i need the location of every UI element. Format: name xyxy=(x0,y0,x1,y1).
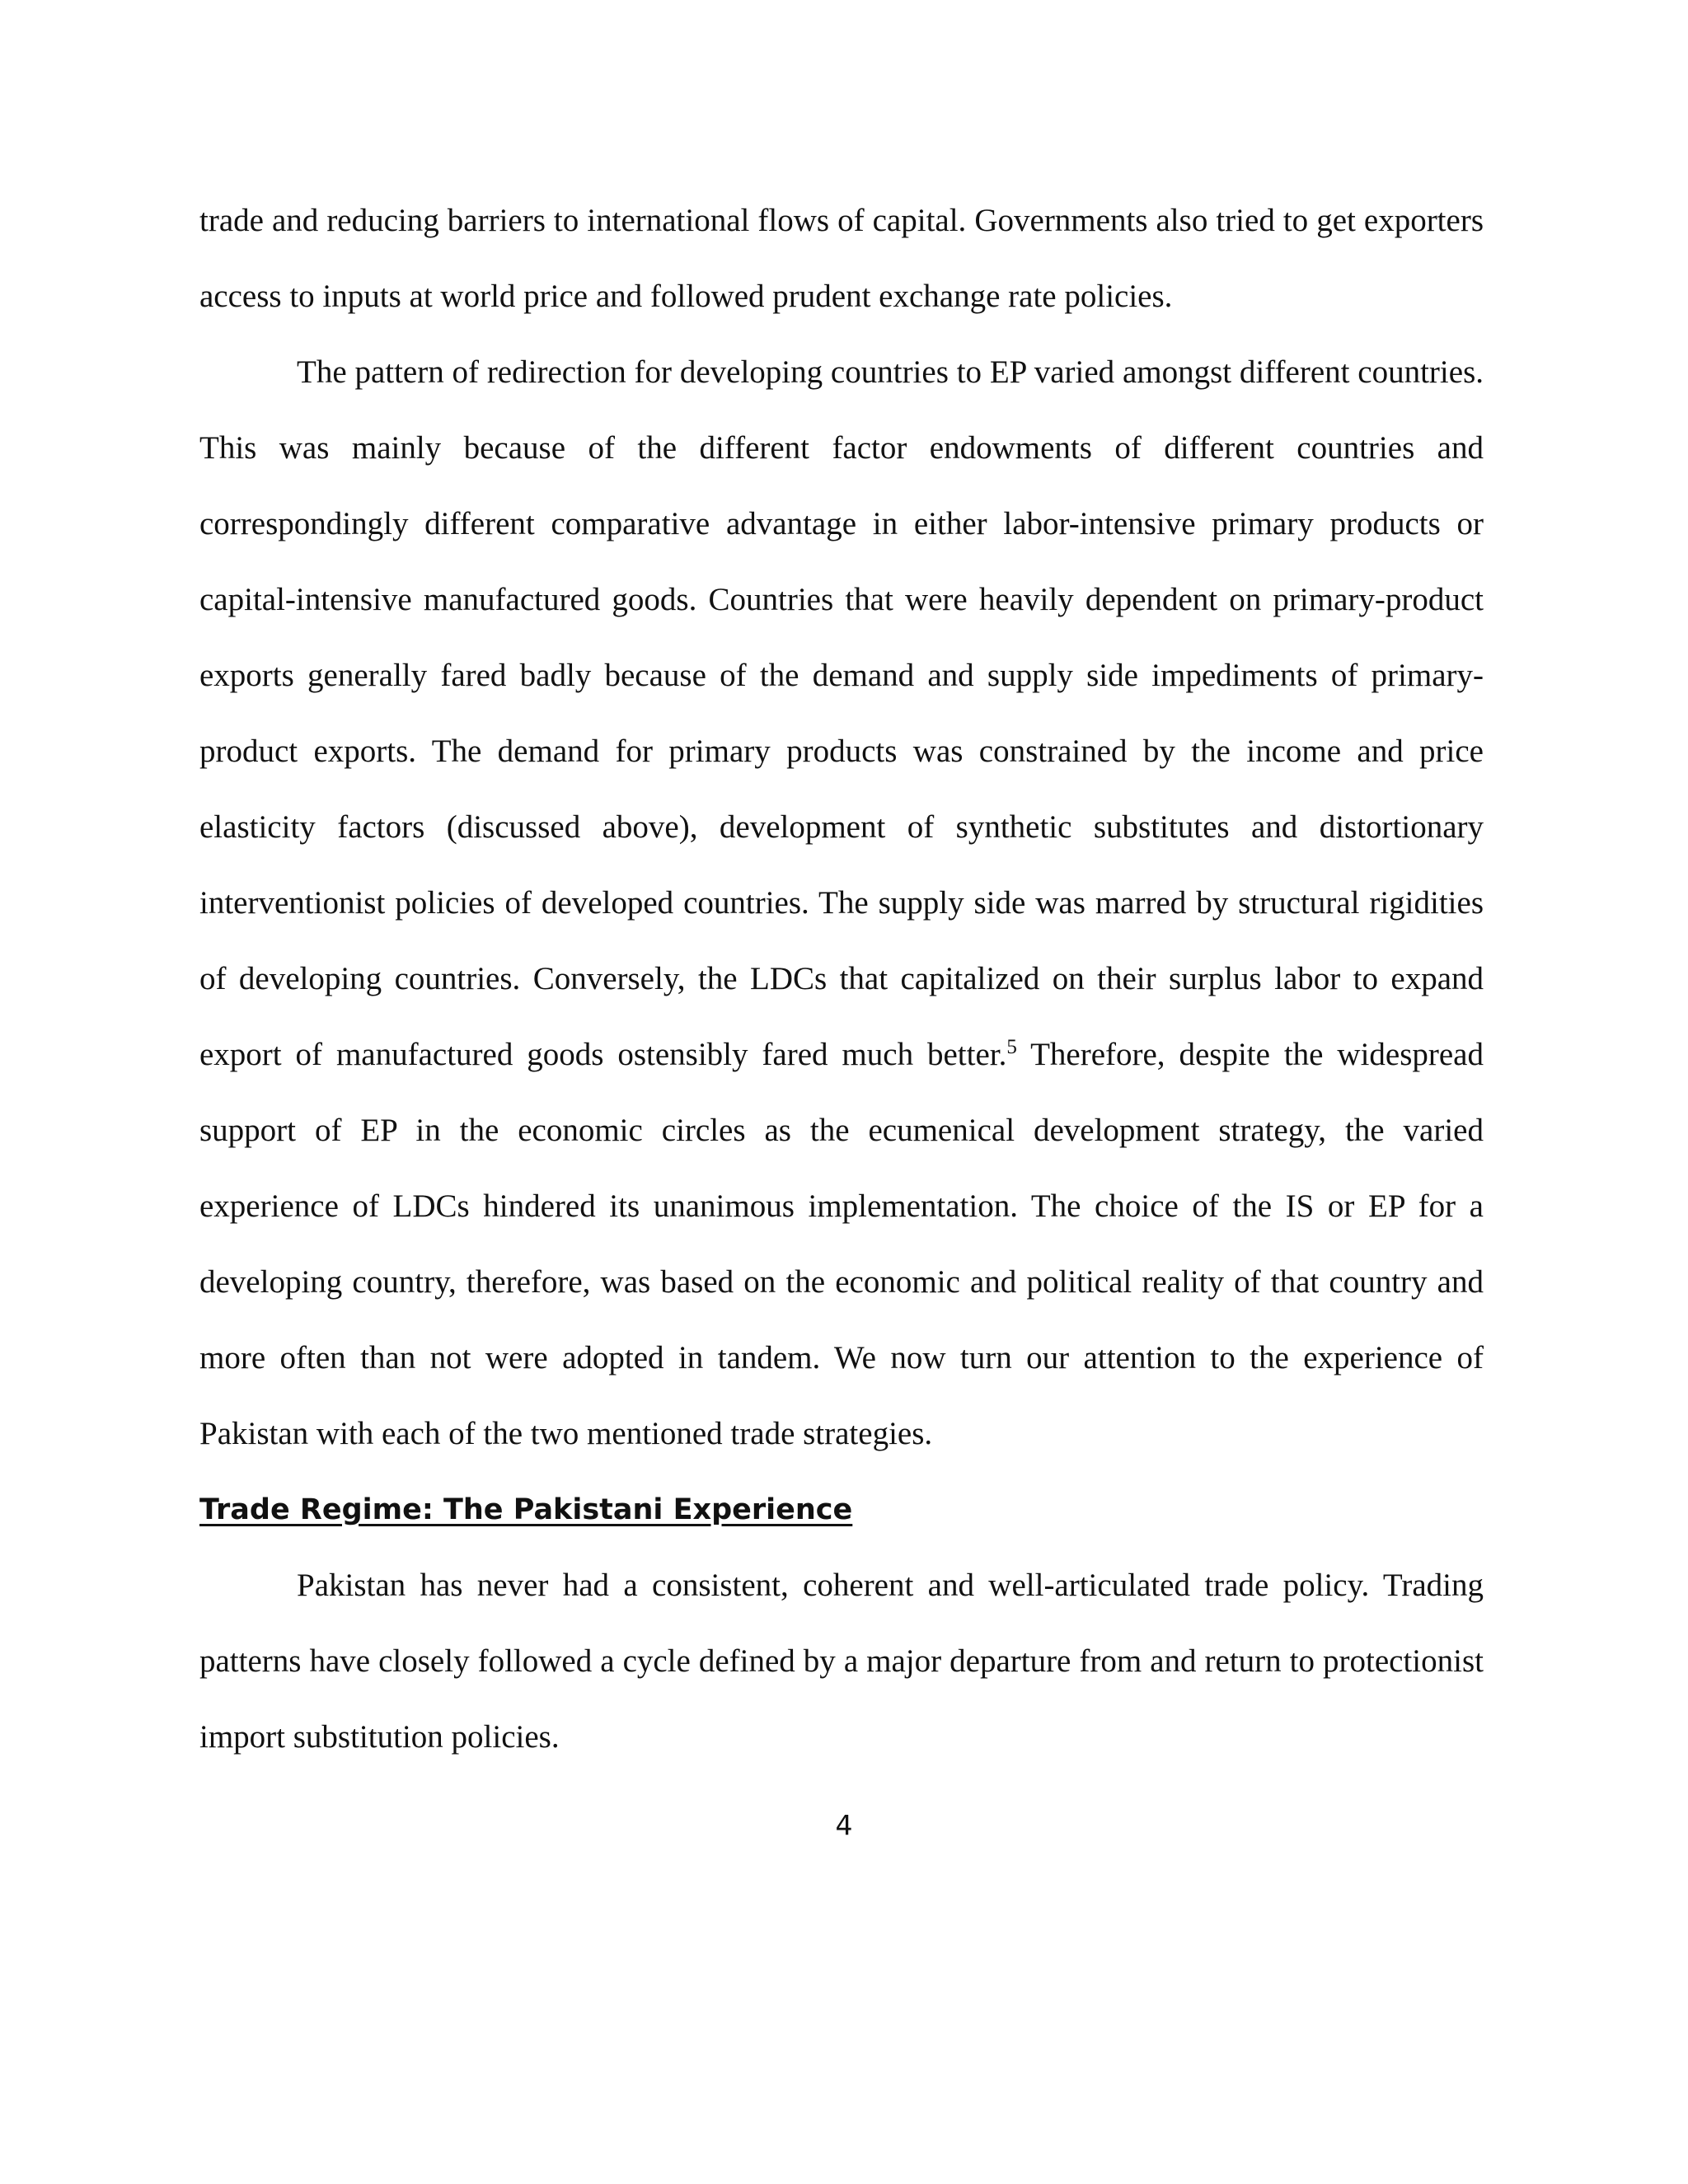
paragraph-ep-redirection-text-end: Therefore, despite the widespread support of EP in the economic circles as the ecumenical development strategy, the varied experience of LDCs hindered its unanimous implementation. The choice of the IS or EP for a developing country, therefore, was based on the economic and political reality of that country and more often than not were adopted in tandem. We now turn our attention to the experience of Pakistan with each of the two mentioned trade strategies. xyxy=(199,1037,1484,1451)
paragraph-ep-redirection-text-start: The pattern of redirection for developing countries to EP varied amongst different countries. This was mainly because of the different factor endowments of different countries and correspondingly different comparative advantage in either labor-intensive primary products or capital-intensive manufactured goods. Countries that were heavily dependent on primary-product exports generally fared badly because of the demand and supply side impediments of primary-product exports. The demand for primary products was constrained by the income and price elasticity factors (discussed above), development of synthetic substitutes and distortionary interventionist policies of developed countries. The supply side was marred by structural rigidities of developing countries. Conversely, the LDCs that capitalized on their surplus labor to expand export of manufactured goods ostensibly fared much better. xyxy=(199,354,1484,1072)
paragraph-ep-redirection xyxy=(199,335,1484,1472)
section-heading: Trade Regime: The Pakistani Experience xyxy=(199,1493,853,1526)
page-number: 4 xyxy=(835,1809,853,1841)
paragraph-capital-flows: trade and reducing barriers to international flows of capital. Governments also tried to get exporters access to inputs at world price and followed prudent exchange rate policies. xyxy=(199,203,1484,314)
page-body xyxy=(199,183,1484,1775)
paragraph-pakistan-trade-policy: Pakistan has never had a consistent, coherent and well-articulated trade policy. Trading patterns have closely followed a cycle defined by a major departure from and return to protectionist import substitution policies. xyxy=(199,1568,1484,1755)
footnote-reference-5[interactable]: 5 xyxy=(1006,1036,1017,1058)
